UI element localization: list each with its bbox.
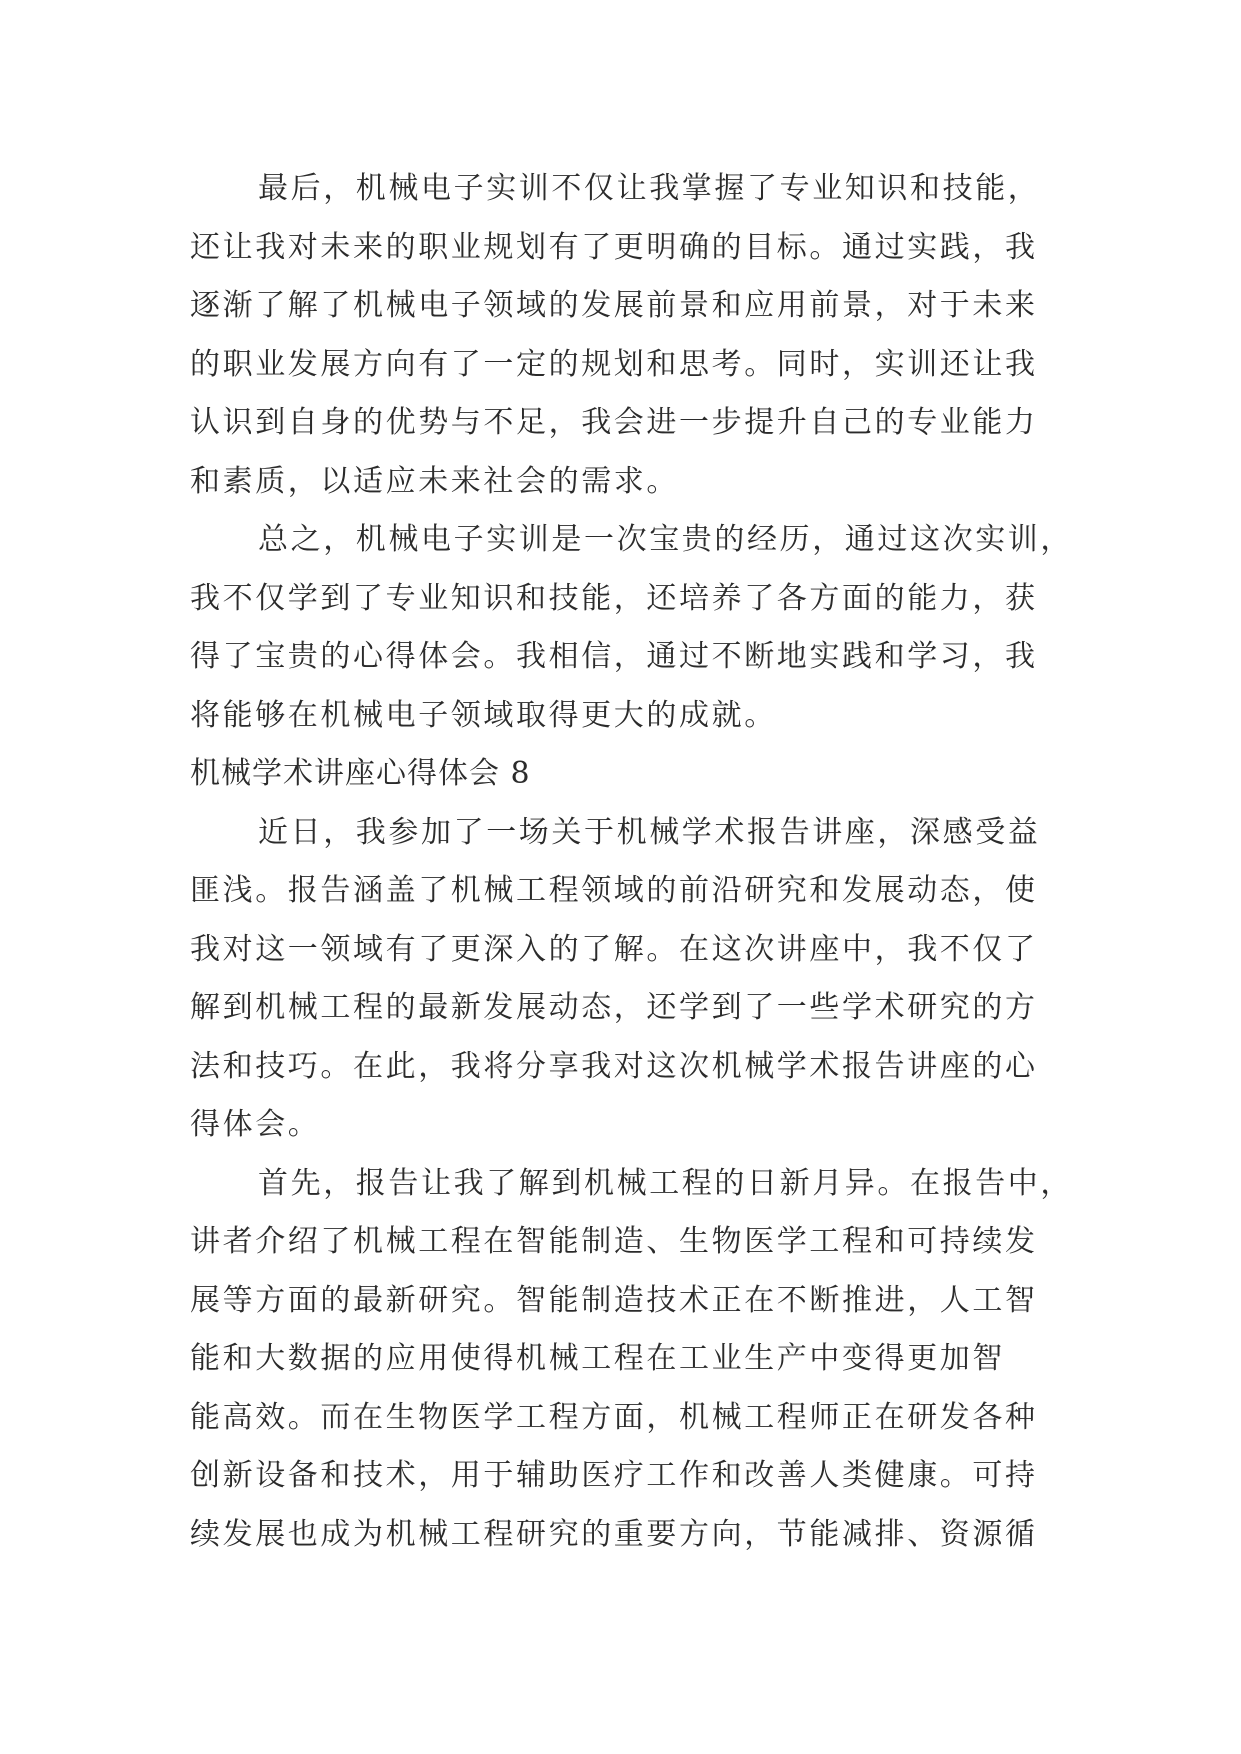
text-line: 将能够在机械电子领域取得更大的成就。 — [190, 697, 777, 733]
text-line: 得了宝贵的心得体会。我相信，通过不断地实践和学习，我 — [190, 639, 1038, 674]
text-line: 续发展也成为机械工程研究的重要方向，节能减排、资源循 — [190, 1516, 1038, 1552]
text-line: 法和技巧。在此，我将分享我对这次机械学术报告讲座的心 — [190, 1048, 1038, 1084]
paragraph-lecture-intro — [190, 804, 1050, 1155]
text-line: 总之，机械电子实训是一次宝贵的经历，通过这次实训， — [258, 522, 1073, 557]
text-line: 认识到自身的优势与不足，我会进一步提升自己的专业能力 — [190, 405, 1038, 440]
text-line: 最后，机械电子实训不仅让我掌握了专业知识和技能， — [258, 171, 1041, 206]
text-line: 创新设备和技术，用于辅助医疗工作和改善人类健康。可持 — [190, 1458, 1038, 1493]
paragraph-conclusion — [190, 511, 1073, 745]
text-line: 还让我对未来的职业规划有了更明确的目标。通过实践，我 — [190, 229, 1038, 265]
section-heading — [190, 745, 1050, 804]
text-line: 讲者介绍了机械工程在智能制造、生物医学工程和可持续发 — [190, 1224, 1038, 1259]
text-line: 能和大数据的应用使得机械工程在工业生产中变得更加智 — [190, 1341, 1005, 1376]
document-body — [190, 160, 1073, 1564]
text-line: 首先，报告让我了解到机械工程的日新月异。在报告中， — [258, 1165, 1073, 1201]
text-line: 匪浅。报告涵盖了机械工程领域的前沿研究和发展动态，使 — [190, 873, 1038, 908]
text-line: 解到机械工程的最新发展动态，还学到了一些学术研究的方 — [190, 990, 1038, 1025]
text-line: 能高效。而在生物医学工程方面，机械工程师正在研发各种 — [190, 1399, 1038, 1435]
text-line: 我对这一领域有了更深入的了解。在这次讲座中，我不仅了 — [190, 931, 1038, 967]
section-title: 机械学术讲座心得体会 8 — [190, 756, 531, 791]
text-line: 近日，我参加了一场关于机械学术报告讲座，深感受益 — [258, 814, 1041, 850]
paragraph-career-planning — [190, 160, 1050, 511]
text-line: 我不仅学到了专业知识和技能，还培养了各方面的能力，获 — [190, 580, 1038, 616]
text-line: 逐渐了解了机械电子领域的发展前景和应用前景，对于未来 — [190, 288, 1038, 323]
text-line: 展等方面的最新研究。智能制造技术正在不断推进，人工智 — [190, 1282, 1038, 1318]
text-line: 的职业发展方向有了一定的规划和思考。同时，实训还让我 — [190, 346, 1038, 382]
text-line: 和素质，以适应未来社会的需求。 — [190, 463, 679, 499]
text-line: 得体会。 — [190, 1107, 321, 1142]
paragraph-lecture-first — [190, 1155, 1073, 1565]
